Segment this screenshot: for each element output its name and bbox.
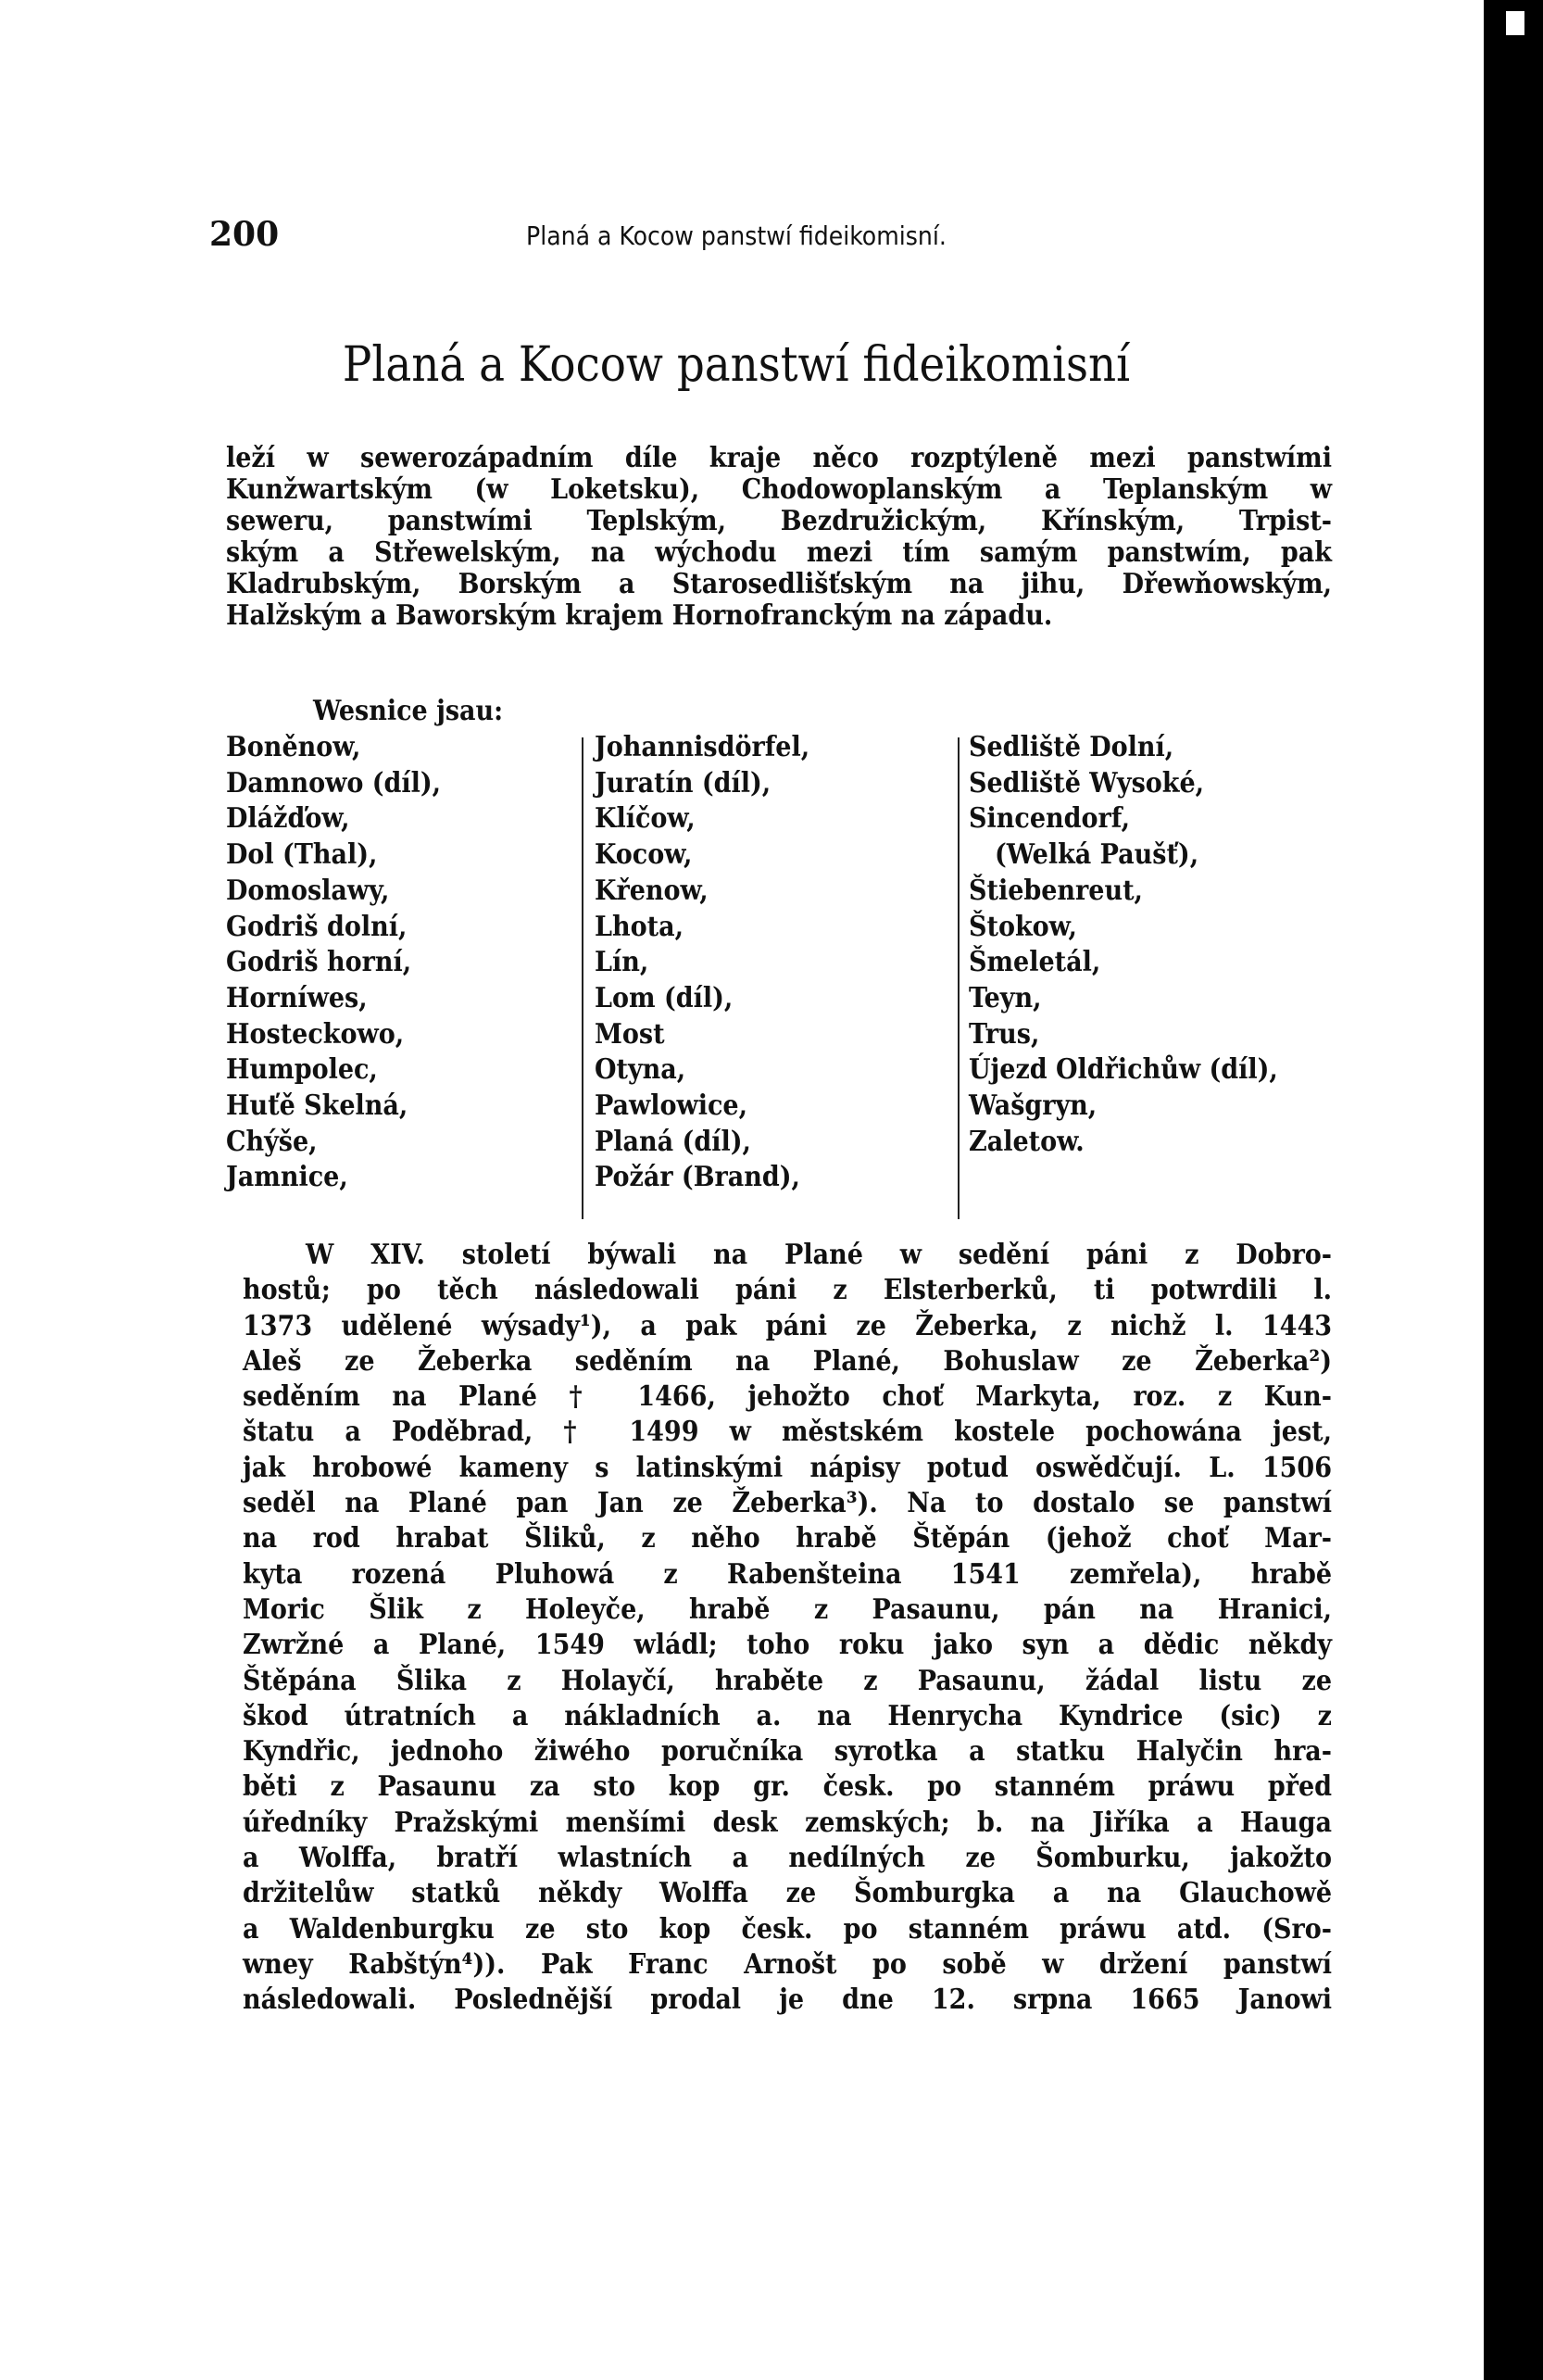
body-line: jak hrobowé kameny s latinskými nápisy potud oswědčují. L. 1506 bbox=[243, 1451, 1332, 1484]
village-item: (Welká Paušť), bbox=[995, 838, 1199, 872]
intro-paragraph bbox=[226, 443, 1332, 632]
body-line: seděním na Plané † 1466, jehožto choť Markyta, roz. z Kun- bbox=[243, 1380, 1332, 1414]
village-item: Křenow, bbox=[595, 874, 709, 907]
village-item: Sedliště Wysoké, bbox=[969, 766, 1205, 800]
village-item: Jamnice, bbox=[226, 1161, 348, 1194]
body-line: Štěpána Šlika z Holayčí, hraběte z Pasaunu, žádal listu ze bbox=[243, 1664, 1332, 1697]
body-line: Aleš ze Žeberka seděním na Plané, Bohuslaw ze Žeberka²) bbox=[243, 1344, 1332, 1378]
body-line: štatu a Poděbrad, † 1499 w městském kostele pochowána jest, bbox=[243, 1416, 1332, 1449]
village-item: Štokow, bbox=[969, 910, 1077, 943]
village-item: Juratín (díl), bbox=[595, 766, 772, 800]
village-item: Wašgryn, bbox=[969, 1089, 1098, 1123]
village-item: Požár (Brand), bbox=[595, 1161, 800, 1194]
village-item: Godriš horní, bbox=[226, 946, 412, 979]
chapter-title: Planá a Kocow panstwí fideikomisní bbox=[342, 337, 1131, 393]
village-item: Damnowo (díl), bbox=[226, 766, 442, 800]
body-line: následowali. Poslednější prodal je dne 12. srpna 1665 Janowi bbox=[243, 1983, 1332, 2017]
village-column-3 bbox=[969, 730, 1278, 1160]
intro-line: seweru, panstwími Teplským, Bezdružickým, Křínským, Trpist- bbox=[226, 505, 1332, 537]
body-line: seděl na Plané pan Jan ze Žeberka³). Na to dostalo se panstwí bbox=[243, 1487, 1332, 1520]
body-line: Moric Šlik z Holeyče, hrabě z Pasaunu, pán na Hranici, bbox=[243, 1593, 1332, 1626]
village-item: Horníwes, bbox=[226, 981, 368, 1014]
intro-line: Halžským a Baworským krajem Hornofranckým na západu. bbox=[226, 599, 1053, 632]
village-item: Most bbox=[595, 1017, 665, 1051]
body-line: kyta rozená Pluhowá z Rabenšteina 1541 zemřela), hrabě bbox=[243, 1557, 1332, 1591]
page-edge-strip bbox=[1473, 0, 1484, 2380]
body-line: Kyndřic, jednoho žiwého poručníka syrotka a statku Halyčin hra- bbox=[243, 1735, 1332, 1769]
village-column-1 bbox=[226, 730, 441, 1196]
body-line: Zwržné a Plané, 1549 wládl; toho roku jako syn a dědic někdy bbox=[243, 1629, 1332, 1662]
village-item: Domoslawy, bbox=[226, 874, 390, 907]
body-line: W XIV. století býwali na Plané w sedění páni z Dobro- bbox=[306, 1239, 1332, 1271]
village-item: Otyna, bbox=[595, 1053, 686, 1087]
intro-line: Kladrubským, Borským a Starosedlišťským na jihu, Dřewňowským, bbox=[226, 568, 1332, 600]
village-item: Zaletow. bbox=[969, 1125, 1085, 1158]
column-divider bbox=[958, 737, 960, 1219]
village-item: Johannisdörfel, bbox=[595, 731, 810, 763]
village-item: Dlážďow, bbox=[226, 802, 350, 836]
body-line: a Waldenburgku ze sto kop česk. po stanném práwu atd. (Sro- bbox=[243, 1912, 1332, 1946]
villages-heading: Wesnice jsau: bbox=[313, 695, 504, 727]
village-item: Pawlowice, bbox=[595, 1089, 747, 1123]
village-item: Trus, bbox=[969, 1017, 1040, 1051]
village-item: Dol (Thal), bbox=[226, 838, 378, 872]
village-item: Planá (díl), bbox=[595, 1125, 751, 1158]
village-item: Sedliště Dolní, bbox=[969, 731, 1174, 763]
body-line: na rod hrabat Šliků, z něho hrabě Štěpán (jehož choť Mar- bbox=[243, 1522, 1332, 1555]
village-item: Klíčow, bbox=[595, 802, 696, 836]
body-line: wney Rabštýn⁴)). Pak Franc Arnošt po sobě w držení panstwí bbox=[243, 1947, 1332, 1981]
column-divider bbox=[582, 737, 583, 1219]
village-item: Hosteckowo, bbox=[226, 1017, 405, 1051]
body-line: hostů; po těch následowali páni z Elsterberků, ti potwrdili l. bbox=[243, 1274, 1332, 1307]
village-item: Chýše, bbox=[226, 1125, 318, 1158]
village-item: Humpolec, bbox=[226, 1053, 378, 1087]
village-item: Huťě Skelná, bbox=[226, 1089, 408, 1123]
page-number: 200 bbox=[209, 215, 280, 254]
intro-line: ským a Střewelským, na wýchodu mezi tím samým panstwím, pak bbox=[226, 536, 1332, 569]
body-line: a Wolffa, bratří wlastních a nedílných ze Šomburku, jakožto bbox=[243, 1842, 1332, 1875]
village-item: Lhota, bbox=[595, 910, 684, 943]
running-title: Planá a Kocow panstwí fideikomisní. bbox=[526, 220, 947, 251]
history-paragraph bbox=[243, 1238, 1332, 2019]
village-item: Sincendorf, bbox=[969, 802, 1131, 836]
village-item: Teyn, bbox=[969, 981, 1042, 1014]
village-columns bbox=[226, 730, 1337, 1221]
body-line: držitelůw statků někdy Wolffa ze Šomburgka a na Glauchowě bbox=[243, 1877, 1332, 1910]
village-item: Kocow, bbox=[595, 838, 693, 872]
village-column-2 bbox=[595, 730, 809, 1196]
scan-corner-mark bbox=[1506, 11, 1524, 35]
village-item: Lom (díl), bbox=[595, 981, 734, 1014]
village-item: Lín, bbox=[595, 946, 649, 979]
intro-line: Kunžwartským (w Loketsku), Chodowoplanským a Teplanským w bbox=[226, 473, 1332, 506]
intro-line: leží w sewerozápadním díle kraje něco rozptýleně mezi panstwími bbox=[226, 442, 1332, 474]
body-line: úředníky Pražskými menšími desk zemských; b. na Jiříka a Hauga bbox=[243, 1806, 1332, 1839]
village-item: Újezd Oldřichůw (díl), bbox=[969, 1053, 1278, 1087]
village-item: Štiebenreut, bbox=[969, 874, 1143, 907]
village-item: Godriš dolní, bbox=[226, 910, 408, 943]
village-item: Šmeletál, bbox=[969, 946, 1101, 979]
body-line: běti z Pasaunu za sto kop gr. česk. po stanném práwu před bbox=[243, 1770, 1332, 1804]
body-line: 1373 udělené wýsady¹), a pak páni ze Žeberka, z nichž l. 1443 bbox=[243, 1309, 1332, 1342]
body-line: škod útratních a nákladních a. na Henrycha Kyndrice (sic) z bbox=[243, 1699, 1332, 1732]
village-item: Boněnow, bbox=[226, 731, 361, 763]
